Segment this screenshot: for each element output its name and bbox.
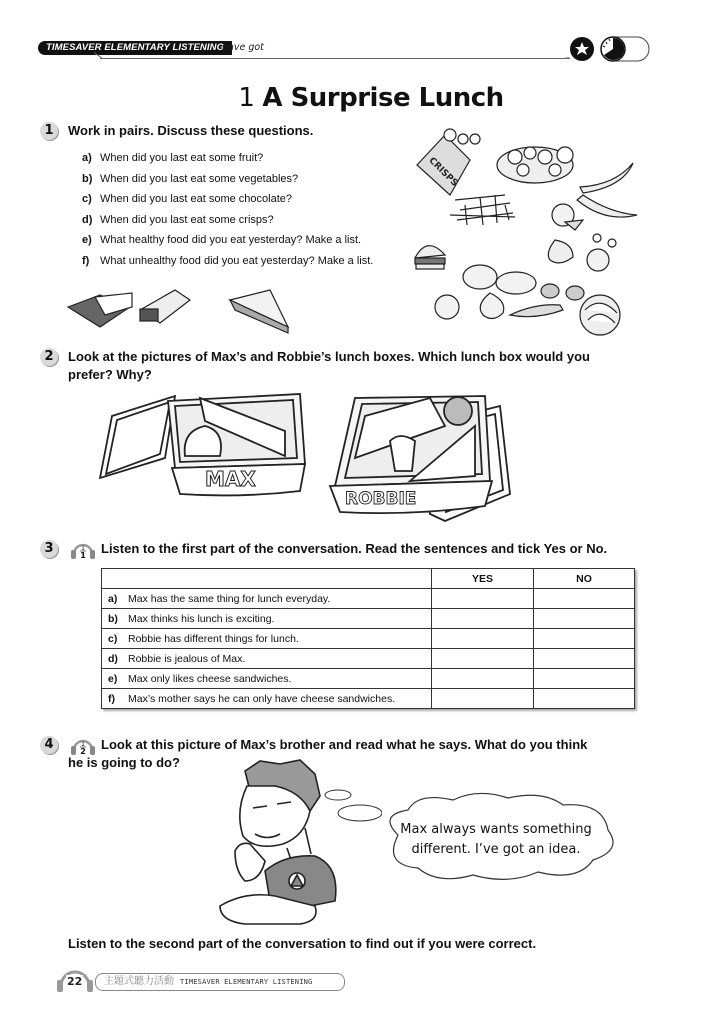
table-row bbox=[102, 649, 635, 669]
table-header bbox=[102, 569, 635, 589]
no-checkbox-cell[interactable] bbox=[534, 669, 635, 689]
column-header-no: NO bbox=[534, 569, 635, 589]
headphones-icon bbox=[70, 734, 96, 756]
statement-cell: b) Max thinks his lunch is exciting. bbox=[102, 609, 432, 629]
exercise-3-heading: Listen to the first part of the conversation. Read the sentences and tick Yes or No. bbox=[101, 541, 608, 556]
series-tag: TIMESAVER ELEMENTARY LISTENING bbox=[38, 41, 232, 55]
yes-checkbox-cell[interactable] bbox=[432, 689, 534, 709]
max-lunchbox bbox=[100, 394, 305, 495]
apple-illustration bbox=[587, 249, 609, 271]
sandwich-illustration bbox=[230, 290, 288, 333]
svg-text:ROBBIE: ROBBIE bbox=[345, 489, 417, 509]
max-brother-illustration bbox=[205, 756, 355, 928]
footer-chinese: 主題式聽力活動 bbox=[104, 976, 174, 987]
follow-up-instruction: Listen to the second part of the conversation to find out if you were correct. bbox=[68, 936, 537, 951]
list-item: b) When did you last eat some vegetables? bbox=[82, 172, 299, 185]
exercise-4-heading-line2: he is going to do? bbox=[68, 755, 180, 770]
no-checkbox-cell[interactable] bbox=[534, 629, 635, 649]
salad-illustration bbox=[497, 147, 573, 183]
question-list bbox=[82, 148, 373, 272]
pear-illustration bbox=[548, 240, 573, 263]
table-row bbox=[102, 629, 635, 649]
cabbage-illustration bbox=[580, 295, 620, 335]
title-text: A Surprise Lunch bbox=[262, 83, 504, 113]
lunch-boxes-illustration bbox=[90, 386, 520, 531]
chocolate-bar-illustration bbox=[68, 293, 132, 327]
exercise-number-1: 1 bbox=[40, 122, 58, 140]
banana-illustration bbox=[577, 163, 637, 217]
svg-text:MAX: MAX bbox=[205, 467, 256, 491]
speech-line-1: Max always wants something bbox=[400, 822, 592, 837]
turnip-illustration bbox=[435, 295, 459, 319]
svg-text:1: 1 bbox=[81, 545, 85, 552]
cherries-illustration bbox=[593, 234, 616, 247]
table-row bbox=[102, 609, 635, 629]
page-title bbox=[0, 83, 722, 113]
clock-icon bbox=[601, 37, 649, 61]
exercise-1-heading: Work in pairs. Discuss these questions. bbox=[68, 123, 314, 138]
chips-illustration bbox=[450, 195, 515, 225]
list-item: e) What healthy food did you eat yesterday? Make a list. bbox=[82, 234, 362, 247]
svg-text:1: 1 bbox=[81, 741, 85, 748]
yes-checkbox-cell[interactable] bbox=[432, 629, 534, 649]
burger-illustration bbox=[415, 246, 445, 269]
speech-text bbox=[390, 820, 602, 860]
no-checkbox-cell[interactable] bbox=[534, 649, 635, 669]
no-checkbox-cell[interactable] bbox=[534, 589, 635, 609]
exercise-2-heading-line1: Look at the pictures of Max’s and Robbie’s lunch boxes. Which lunch box would you bbox=[68, 349, 590, 364]
svg-text:2: 2 bbox=[80, 747, 86, 756]
exercise-number-3: 3 bbox=[40, 540, 58, 558]
footer-english: TIMESAVER ELEMENTARY LISTENING bbox=[180, 978, 313, 986]
header-rule bbox=[100, 58, 570, 59]
crisps-bag-illustration bbox=[417, 129, 480, 195]
thought-bubbles-small bbox=[322, 785, 382, 825]
unit-number: 1 bbox=[238, 83, 255, 113]
list-item: f) What unhealthy food did you eat yesterday? Make a list. bbox=[82, 254, 374, 267]
snacks-illustration bbox=[60, 285, 300, 335]
orange-illustration bbox=[552, 204, 583, 230]
star-icon bbox=[570, 37, 594, 61]
table-row bbox=[102, 689, 635, 709]
yes-checkbox-cell[interactable] bbox=[432, 669, 534, 689]
column-header-yes: YES bbox=[432, 569, 534, 589]
yes-checkbox-cell[interactable] bbox=[432, 589, 534, 609]
exercise-2-heading-line2: prefer? Why? bbox=[68, 367, 152, 382]
column-header-statement bbox=[102, 569, 432, 589]
speech-line-2: different. I’ve got an idea. bbox=[411, 842, 581, 857]
list-item: a) When did you last eat some fruit? bbox=[82, 152, 264, 164]
statement-cell: d) Robbie is jealous of Max. bbox=[102, 649, 432, 669]
svg-text:CRISPS: CRISPS bbox=[426, 155, 460, 189]
statement-cell: e) Max only likes cheese sandwiches. bbox=[102, 669, 432, 689]
food-illustration bbox=[405, 125, 640, 345]
no-checkbox-cell[interactable] bbox=[534, 609, 635, 629]
footer-series bbox=[95, 973, 345, 991]
table-row bbox=[102, 589, 635, 609]
statement-cell: f) Max’s mother says he can only have cheese sandwiches. bbox=[102, 689, 432, 709]
headphones-icon bbox=[70, 538, 96, 560]
yes-checkbox-cell[interactable] bbox=[432, 609, 534, 629]
topic-label: have got bbox=[222, 42, 264, 53]
robbie-lunchbox bbox=[330, 396, 510, 521]
exercise-number-2: 2 bbox=[40, 348, 58, 366]
yes-checkbox-cell[interactable] bbox=[432, 649, 534, 669]
carrot-illustration bbox=[510, 305, 563, 317]
yes-no-table bbox=[101, 568, 635, 709]
chocolate-wrapper-illustration bbox=[140, 290, 190, 323]
level-indicator bbox=[565, 36, 655, 66]
exercise-4-heading-line1: Look at this picture of Max’s brother and read what he says. What do you think bbox=[101, 737, 588, 752]
exercise-number-4: 4 bbox=[40, 736, 58, 754]
page-number: 22 bbox=[67, 975, 83, 988]
statement-cell: c) Robbie has different things for lunch. bbox=[102, 629, 432, 649]
list-item: d) When did you last eat some crisps? bbox=[82, 213, 274, 226]
statement-cell: a) Max has the same thing for lunch everyday. bbox=[102, 589, 432, 609]
potatoes-illustration bbox=[463, 265, 584, 300]
svg-text:1: 1 bbox=[80, 551, 86, 560]
no-checkbox-cell[interactable] bbox=[534, 689, 635, 709]
list-item: c) When did you last eat some chocolate? bbox=[82, 193, 293, 206]
table-row bbox=[102, 669, 635, 689]
onion-illustration bbox=[480, 293, 504, 319]
